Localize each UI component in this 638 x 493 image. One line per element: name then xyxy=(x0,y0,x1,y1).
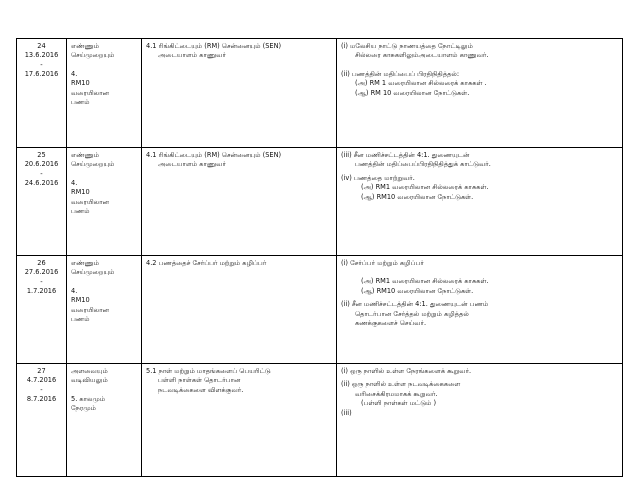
standard-line: அடையாளம் காணுவர் xyxy=(158,160,226,169)
week-cell xyxy=(17,364,67,477)
topic-line: 5. காலமும் xyxy=(71,394,106,403)
criteria-line: சில்லரை காசுகளிலும்அடையாளம் காணுவர். xyxy=(355,51,489,60)
week-line: 20.6.2016 xyxy=(24,160,59,169)
criteria-line: (ஆ) RM10 வரையிலான நோட்டுகள். xyxy=(361,192,474,201)
topic-cell xyxy=(67,39,142,148)
topic-line: எண்ணும் xyxy=(71,151,100,159)
topic-line: செய்முறையும் xyxy=(71,51,115,60)
week-line: 1.7.2016 xyxy=(26,287,57,296)
topic-cell xyxy=(67,148,142,256)
learning-standard-cell xyxy=(142,39,337,148)
week-row xyxy=(17,39,623,148)
topic-line: RM10 xyxy=(71,188,90,197)
standard-line: அடையாளம் காணுவர் xyxy=(158,51,226,60)
criteria-line: (iv) பணத்தை மாற்றுவர். xyxy=(341,173,415,182)
topic-line: செய்முறையும் xyxy=(71,268,115,277)
topic-line: பணம் xyxy=(71,98,90,107)
spacer xyxy=(71,170,137,179)
topic-line: பணம் xyxy=(71,315,90,324)
standard-line: 5.1 நாள் மற்றும் மாதங்களைப் பெயரிட்டு xyxy=(146,367,271,375)
week-row xyxy=(17,256,623,364)
topic-line: வரையிலான xyxy=(71,88,110,97)
criteria-line: (i) ஒரு நாளில் உள்ள நேரங்களைக் கூறுவர். xyxy=(341,367,472,375)
spacer xyxy=(71,61,137,70)
spacer xyxy=(71,278,137,287)
spacer xyxy=(71,386,137,395)
criteria-line: (ஆ) RM10 வரையிலான நோட்டுகள். xyxy=(361,286,474,295)
criteria-line: (பள்ளி நாள்கள் மட்டும் ) xyxy=(361,399,437,408)
spacer xyxy=(341,268,618,277)
week-cell xyxy=(17,39,67,148)
week-line: 13.6.2016 xyxy=(24,51,59,60)
topic-line: 4. xyxy=(71,178,78,187)
standard-line: 4.1 ரிங்கிட்டையும் (RM) சென்னையும் (SEN) xyxy=(146,151,282,159)
topic-line: 4. xyxy=(71,286,78,295)
topic-line: 4. xyxy=(71,69,78,78)
week-line: 27.6.2016 xyxy=(24,268,59,277)
success-criteria-cell xyxy=(337,39,623,148)
standard-line: 4.1 ரிங்கிட்டையும் (RM) சென்னையும் (SEN) xyxy=(146,42,282,50)
week-line: - xyxy=(40,385,43,394)
criteria-line: (i) சேர்ப்பர் மற்றும் கழிப்பர் xyxy=(341,259,424,267)
success-criteria-cell xyxy=(337,148,623,256)
criteria-line: வரிசைக்கிரமமாகக் கூறுவர். xyxy=(355,389,438,398)
success-criteria-cell xyxy=(337,256,623,364)
week-line: 8.7.2016 xyxy=(26,395,57,404)
criteria-line: பணத்தின் மதிப்பைப்பிரதிநிதித்துக் காட்டுவர். xyxy=(355,160,491,169)
week-cell xyxy=(17,148,67,256)
week-row xyxy=(17,364,623,477)
week-line: - xyxy=(40,169,43,178)
week-line: - xyxy=(40,277,43,286)
topic-line: வடிவியலும் xyxy=(71,376,108,385)
lesson-plan-table xyxy=(16,38,623,477)
topic-line: பணம் xyxy=(71,207,90,216)
standard-line: நடவடிக்கைளை விளக்குவர். xyxy=(158,385,244,394)
criteria-line: (ii) ஒரு நாளில் உள்ள நடவடிக்கைகளை xyxy=(341,380,461,389)
criteria-line: (iii) xyxy=(341,408,352,417)
criteria-line: (அ) RM1 வரையிலான சில்லரைக் காசுகள். xyxy=(361,183,489,192)
topic-line: வரையிலான xyxy=(71,197,110,206)
topic-line: அளவையும் xyxy=(71,367,108,375)
success-criteria-cell xyxy=(337,364,623,477)
criteria-line: (அ) RM1 வரையிலான சில்லரைக் காசுகள். xyxy=(361,277,489,286)
topic-line: எண்ணும் xyxy=(71,42,100,50)
week-cell xyxy=(17,256,67,364)
week-line: 4.7.2016 xyxy=(26,376,57,385)
spacer xyxy=(341,61,618,70)
criteria-line: (அ) RM 1 வரையிலான சில்லரைக் காசுகள் . xyxy=(355,79,487,88)
standard-line: பள்ளி நாள்கள் தொடர்பான xyxy=(158,376,241,385)
week-line: 25 xyxy=(37,151,46,159)
week-line: 26 xyxy=(37,259,46,267)
topic-line: செய்முறையும் xyxy=(71,160,115,169)
topic-line: RM10 xyxy=(71,79,90,88)
criteria-line: (ii) சீன மணிச்சட்டத்தின் 4:1. துணையுடன் பணம் xyxy=(341,300,489,309)
week-line: - xyxy=(40,60,43,69)
week-row xyxy=(17,148,623,256)
week-line: 27 xyxy=(37,367,46,375)
criteria-line: (ii) பணத்தின் மதிப்பைப் பிரதிநிதித்தல்: xyxy=(341,69,460,78)
week-line: 24 xyxy=(37,42,46,50)
topic-line: எண்ணும் xyxy=(71,259,100,267)
learning-standard-cell xyxy=(142,148,337,256)
topic-cell xyxy=(67,364,142,477)
learning-standard-cell xyxy=(142,364,337,477)
criteria-line: (iii) சீன மணிச்சட்டத்தின் 4:1. துணையுடன் xyxy=(341,151,470,159)
criteria-line: (ஆ) RM 10 வரையிலான நோட்டுகள். xyxy=(355,88,470,97)
criteria-line: (i) மலேசிய நாட்டு நாணயத்தை நோட்டிலும் xyxy=(341,42,473,50)
criteria-line: கணக்குகளைச் செய்வர். xyxy=(355,319,427,328)
topic-line: நேரமும் xyxy=(71,404,96,413)
standard-line: 4.2 பணத்தைச் சேர்ப்பர் மற்றும் கழிப்பர் xyxy=(146,259,267,267)
topic-line: வரையிலான xyxy=(71,305,110,314)
week-line: 17.6.2016 xyxy=(24,70,59,79)
topic-line: RM10 xyxy=(71,296,90,305)
topic-cell xyxy=(67,256,142,364)
learning-standard-cell xyxy=(142,256,337,364)
week-line: 24.6.2016 xyxy=(24,179,59,188)
criteria-line: தொடர்பான சேர்த்தல் மற்றும் கழித்தல் xyxy=(355,309,469,318)
